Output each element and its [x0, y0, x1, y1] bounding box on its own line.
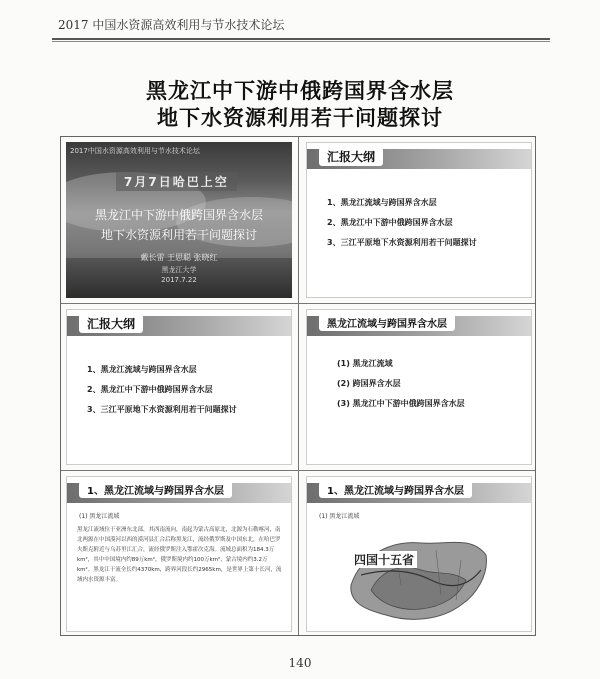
outline-item: 2、黑龙江中下游中俄跨国界含水层 — [327, 218, 453, 227]
outline-item: 2、黑龙江中下游中俄跨国界含水层 — [87, 385, 213, 394]
grid-divider-row2 — [61, 470, 535, 471]
cover-org: 黑龙江大学 — [161, 266, 197, 274]
cover-year: 2017.7.22 — [161, 276, 197, 284]
outline-item: 3、三江平原地下水资源利用若干问题探讨 — [327, 238, 477, 247]
section-item: (2) 跨国界含水层 — [337, 379, 401, 388]
outline-item: 1、黑龙江流域与跨国界含水层 — [327, 198, 437, 207]
slide-heading: 汇报大纲 — [79, 314, 143, 333]
section-item: (3) 黑龙江中下游中俄跨国界含水层 — [337, 399, 465, 408]
section-item: (1) 黑龙江流域 — [337, 359, 393, 368]
cover-date: 7月7日哈巴上空 — [116, 172, 237, 191]
slide-heading: 汇报大纲 — [319, 147, 383, 166]
cover-title-line1: 黑龙江中下游中俄跨国界含水层 — [94, 208, 263, 222]
slide-heading: 1、黑龙江流域与跨国界含水层 — [79, 481, 232, 498]
paper-title-line2: 地下水资源利用若干问题探讨 — [157, 106, 443, 130]
cover-title-line2: 地下水资源利用若干问题探讨 — [100, 228, 257, 242]
grid-divider-row1 — [61, 303, 535, 304]
map-label: 四国十五省 — [351, 551, 417, 568]
slide-subheading: (1) 黑龙江流域 — [79, 513, 120, 520]
outline-item: 1、黑龙江流域与跨国界含水层 — [87, 365, 197, 374]
slide-section-list — [306, 309, 532, 465]
grid-divider-vertical — [298, 137, 299, 635]
outline-item: 3、三江平原地下水资源利用若干问题探讨 — [87, 405, 237, 414]
basin-map-graphic — [341, 525, 491, 625]
slide-outline-2 — [66, 309, 292, 465]
header-rule-thin — [52, 41, 550, 42]
cover-header: 2017中国水资源高效利用与节水技术论坛 — [70, 147, 200, 155]
slide-paragraph: 黑龙江流域位于亚洲东北部，其西南流向，南起为蒙古高原北，北源为石勒喀河，南北两源在中国漠河以西的漠河县汇合后称黑龙江，流经俄罗斯及中国东北，在哈巴罗夫斯克附近与乌苏里江汇合，流经俄罗斯注入鄂霍次克海。流域总面积为184.3万km²，其中中国境内约89万km²，俄罗斯境内约100万km²，蒙古境内约3.2万km²。黑龙江干流全长约4370km，跨界河段长约2965km，是世界上第十长河，流域内水资源丰富。 — [77, 527, 282, 583]
slide-heading: 黑龙江流域与跨国界含水层 — [319, 314, 455, 331]
slide-heading: 1、黑龙江流域与跨国界含水层 — [319, 481, 472, 498]
slide-outline-1 — [306, 142, 532, 298]
paper-title-line1: 黑龙江中下游中俄跨国界含水层 — [146, 79, 454, 103]
page-number: 140 — [288, 656, 312, 670]
slide-cover — [66, 142, 292, 298]
cover-authors: 戴长雷 王思聪 张晓红 — [140, 253, 218, 262]
slide-basin-text — [66, 476, 292, 632]
header-rule — [52, 38, 550, 40]
slide-basin-map — [306, 476, 532, 632]
running-head: 2017 中国水资源高效利用与节水技术论坛 — [58, 18, 285, 32]
slide-subheading: (1) 黑龙江流域 — [319, 513, 360, 520]
